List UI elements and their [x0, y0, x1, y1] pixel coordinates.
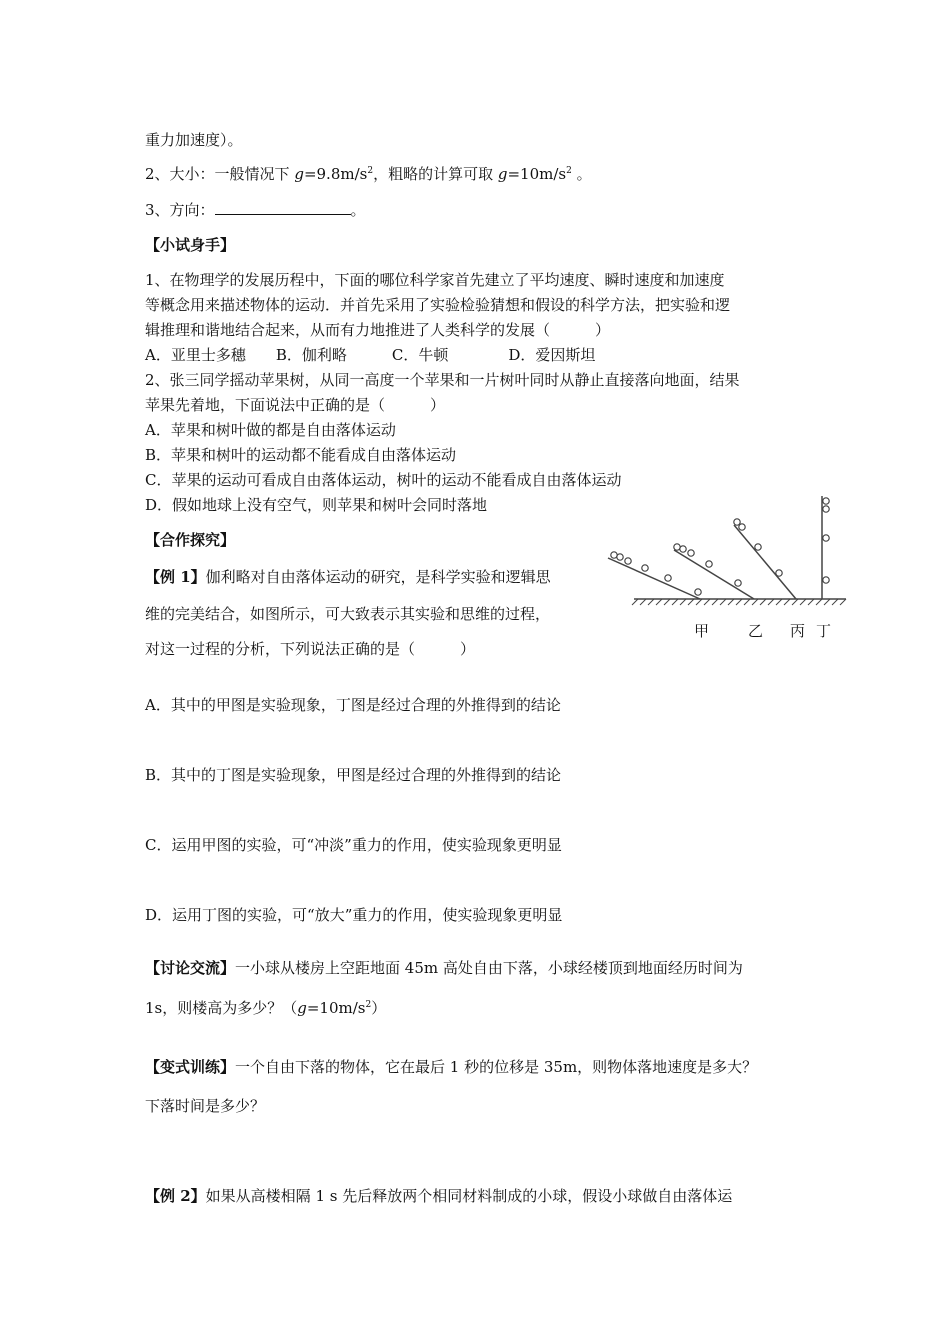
q1-line2: 等概念用来描述物体的运动．并首先采用了实验检验猜想和假设的科学方法，把实验和逻 — [145, 296, 731, 314]
incline-jia — [608, 558, 700, 599]
ball — [739, 524, 745, 530]
ex1-option-b: B．其中的丁图是实验现象，甲图是经过合理的外推得到的结论 — [145, 766, 562, 784]
variant-line1: 【变式训练】一个自由下落的物体，它在最后 1 秒的位移是 35m，则物体落地速度是多大？ — [145, 1058, 758, 1076]
section-practice: 【小试身手】 — [145, 236, 236, 254]
ball — [735, 580, 741, 586]
q2-option-b: B．苹果和树叶的运动都不能看成自由落体运动 — [145, 446, 457, 464]
text-line-2: 2、大小：一般情况下 $g=9.8m/s^2$，粗略的计算可取 $g=10m/s^2$ 。 — [145, 165, 592, 183]
ball — [823, 535, 829, 541]
variant-line2: 下落时间是多少？ — [145, 1097, 266, 1115]
q2-option-a: A．苹果和树叶做的都是自由落体运动 — [145, 421, 396, 439]
ball — [755, 544, 761, 550]
discuss-line2: 1s，则楼高为多少？$(g=10m/s^2)$ — [145, 999, 387, 1017]
section-cooperate: 【合作探究】 — [145, 531, 236, 549]
ball — [823, 506, 829, 512]
figure-label-bing: 丙 — [790, 622, 806, 640]
ball — [680, 546, 686, 552]
ex1-line2: 维的完美结合，如图所示，可大致表示其实验和思维的过程， — [145, 605, 551, 623]
ball — [625, 558, 631, 564]
ball — [695, 589, 701, 595]
q1-line3: 辑推理和谐地结合起来，从而有力地推进了人类科学的发展（ ） — [145, 321, 611, 339]
ground-hatch — [632, 599, 846, 605]
ball — [688, 550, 694, 556]
incline-yi — [674, 550, 754, 599]
ball — [665, 575, 671, 581]
figure-label-yi: 乙 — [748, 622, 764, 640]
text-line-1: 重力加速度）。 — [145, 131, 243, 149]
ball — [706, 561, 712, 567]
q1-line1: 1、在物理学的发展历程中，下面的哪位科学家首先建立了平均速度、瞬时速度和加速度 — [145, 271, 725, 289]
ball — [823, 577, 829, 583]
ball — [617, 554, 623, 560]
q2-line2: 苹果先着地，下面说法中正确的是（ ） — [145, 396, 446, 414]
ex1-line1: 【例 1】伽利略对自由落体运动的研究，是科学实验和逻辑思 — [145, 568, 551, 586]
ball — [734, 519, 740, 525]
text-line-3: 3、方向： 。 — [145, 201, 366, 219]
ex1-line3: 对这一过程的分析，下列说法正确的是（ ） — [145, 640, 476, 658]
ball — [823, 498, 829, 504]
q1-options: A．亚里士多穗 B．伽利略 C．牛顿 D．爱因斯坦 — [145, 346, 596, 364]
ball — [776, 570, 782, 576]
q2-line1: 2、张三同学摇动苹果树，从同一高度一个苹果和一片树叶同时从静止直接落向地面，结果 — [145, 371, 740, 389]
ex2-line1: 【例 2】如果从高楼相隔 1 s 先后释放两个相同材料制成的小球，假设小球做自由落体运 — [145, 1187, 733, 1205]
ex1-option-a: A．其中的甲图是实验现象，丁图是经过合理的外推得到的结论 — [145, 696, 561, 714]
q2-option-d: D．假如地球上没有空气，则苹果和树叶会同时落地 — [145, 496, 488, 514]
figure-label-jia: 甲 — [694, 622, 710, 640]
ex1-option-c: C．运用甲图的实验，可“冲淡”重力的作用，使实验现象更明显 — [145, 836, 562, 854]
figure-label-ding: 丁 — [816, 622, 832, 640]
ex1-option-d: D．运用丁图的实验，可“放大”重力的作用，使实验现象更明显 — [145, 906, 563, 924]
answer-blank — [215, 200, 351, 215]
ball — [642, 565, 648, 571]
q2-option-c: C．苹果的运动可看成自由落体运动，树叶的运动不能看成自由落体运动 — [145, 471, 622, 489]
discuss-line1: 【讨论交流】一小球从楼房上空距地面 45m 高处自由下落，小球经楼顶到地面经历时间为 — [145, 959, 743, 977]
incline-bing — [734, 525, 796, 599]
